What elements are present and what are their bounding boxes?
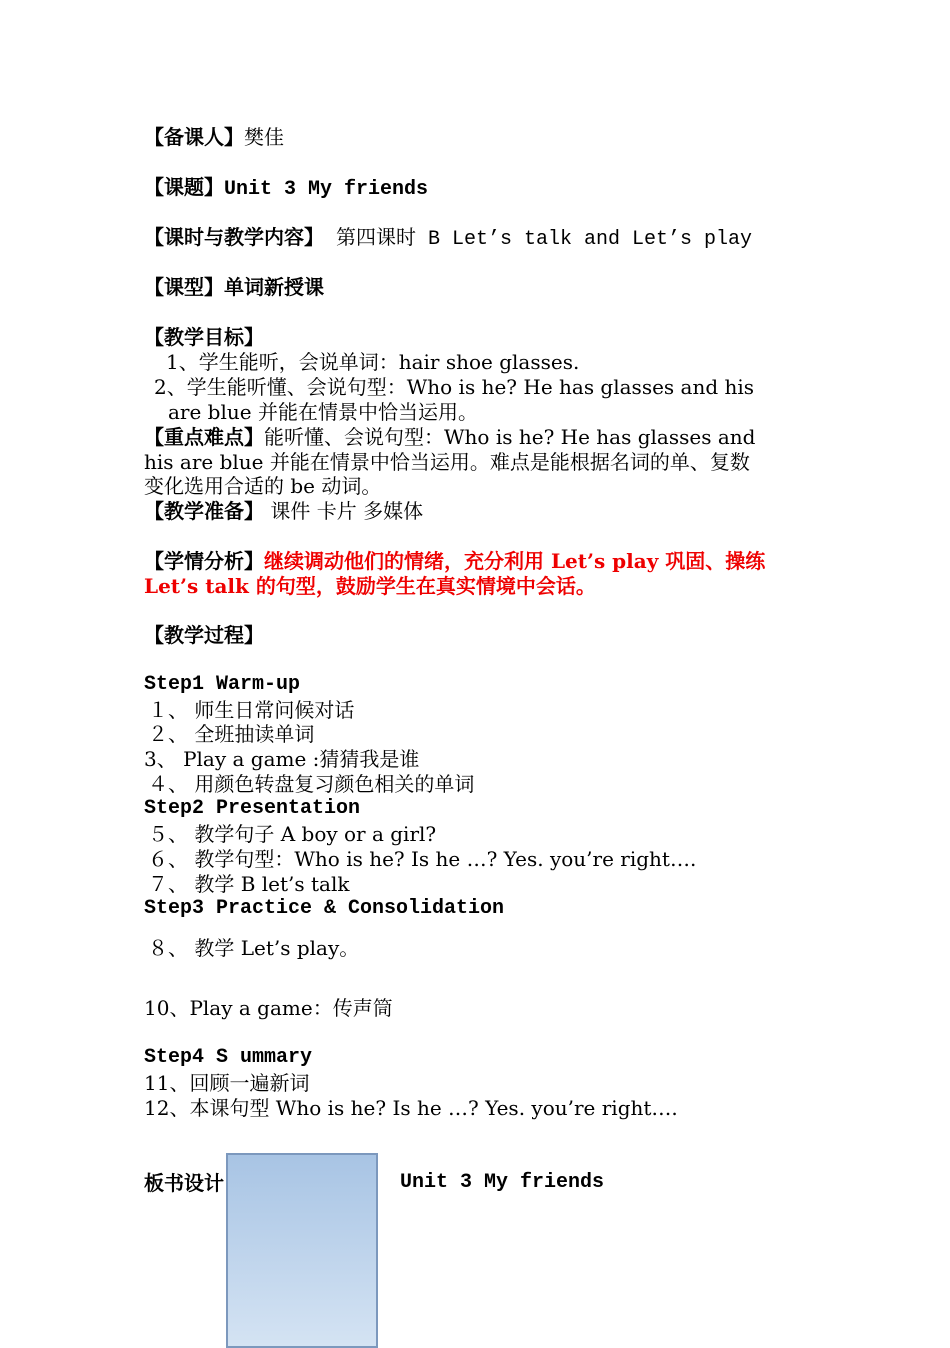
step-item: ２、 全班抽读单词	[148, 722, 315, 746]
key-points-line	[144, 425, 755, 449]
board-label: 板书设计	[144, 1171, 224, 1195]
analysis-line	[144, 549, 765, 573]
objective-item: 2、学生能听懂、会说句型：Who is he? He has glasses and his	[154, 375, 755, 399]
objectives-label: 【教学目标】	[144, 325, 264, 349]
step-item: ５、 教学句子 A boy or a girl?	[148, 822, 437, 846]
analysis-text: 继续调动他们的情绪，充分利用 Let’s play 巩固、操练	[264, 549, 766, 573]
board-title: Unit 3 My friends	[400, 1171, 605, 1194]
topic-line	[144, 175, 428, 202]
preparer-line	[144, 125, 284, 149]
objective-item: are blue 并能在情景中恰当运用。	[168, 400, 478, 424]
step-item: １、 师生日常问候对话	[148, 698, 355, 722]
key-points-label: 【重点难点】	[144, 425, 264, 449]
step-item: ７、 教学 B let’s talk	[148, 872, 350, 896]
lesson-type: 【课型】单词新授课	[144, 275, 324, 299]
preparer-label: 【备课人】	[144, 125, 244, 149]
period-line	[144, 225, 752, 252]
board-shape	[226, 1153, 378, 1348]
preparation-line	[144, 499, 423, 523]
preparer-name: 樊佳	[244, 125, 284, 149]
step-item: 11、回顾一遍新词	[144, 1071, 310, 1095]
topic-value: Unit 3 My friends	[224, 178, 429, 201]
analysis-text: Let’s talk 的句型，鼓励学生在真实情境中会话。	[144, 574, 596, 598]
key-points-text: 能听懂、会说句型：Who is he? He has glasses and	[264, 425, 756, 449]
key-points-text: his are blue 并能在情景中恰当运用。难点是能根据名词的单、复数	[144, 450, 750, 474]
period-label: 【课时与教学内容】	[144, 225, 324, 249]
analysis-label: 【学情分析】	[144, 549, 264, 573]
key-points-text: 变化选用合适的 be 动词。	[144, 474, 382, 498]
objective-item: 1、学生能听，会说单词：hair shoe glasses.	[166, 350, 580, 374]
topic-label: 【课题】	[144, 175, 224, 199]
step-item: ４、 用颜色转盘复习颜色相关的单词	[148, 772, 475, 796]
preparation-value: 课件 卡片 多媒体	[264, 499, 424, 523]
step-item: 3、 Play a game :猜猜我是谁	[144, 747, 420, 771]
step-item: ８、 教学 Let’s play。	[148, 936, 360, 960]
period-value: 第四课时 B Let’s talk and Let’s play	[324, 228, 753, 251]
step-title: Step3 Practice & Consolidation	[144, 897, 505, 920]
step-title: Step1 Warm-up	[144, 673, 301, 696]
step-item: 12、本课句型 Who is he? Is he …? Yes. you’re right….	[144, 1096, 678, 1120]
step-item: ６、 教学句型：Who is he? Is he …? Yes. you’re right….	[148, 847, 697, 871]
step-title: Step2 Presentation	[144, 797, 361, 820]
process-label: 【教学过程】	[144, 623, 264, 647]
step-item: 10、Play a game：传声筒	[144, 996, 393, 1020]
preparation-label: 【教学准备】	[144, 499, 264, 523]
step-title: Step4 S ummary	[144, 1046, 313, 1069]
